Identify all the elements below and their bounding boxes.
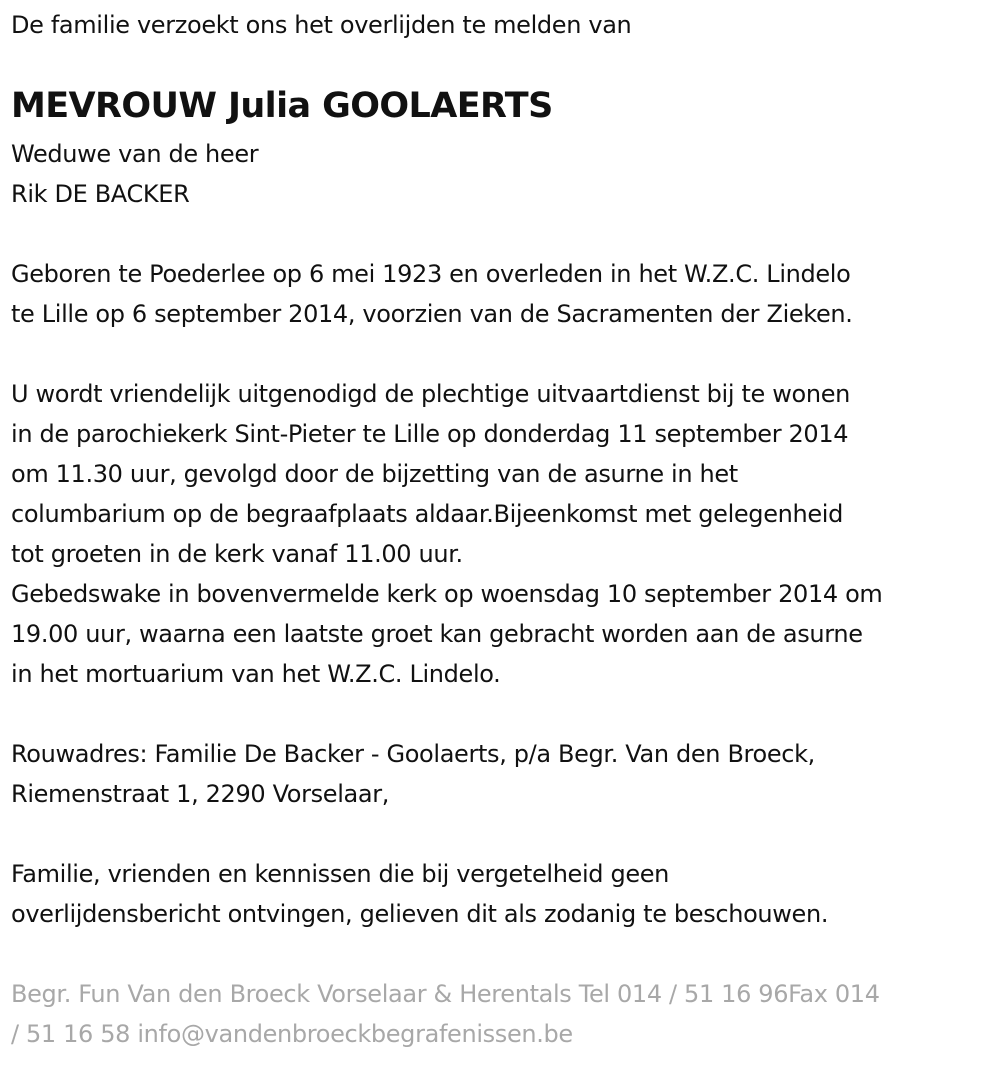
family-note [11, 854, 828, 934]
address-line: Rouwadres: Familie De Backer - Goolaerts, p/a Begr. Van den Broeck, [11, 740, 815, 768]
spouse-line: Rik DE BACKER [11, 180, 190, 208]
service-line: in de parochiekerk Sint-Pieter te Lille op donderdag 11 september 2014 [11, 420, 849, 448]
footer-line: Begr. Fun Van den Broeck Vorselaar & Herentals Tel 014 / 51 16 96Fax 014 [11, 980, 880, 1008]
service-line: om 11.30 uur, gevolgd door de bijzetting van de asurne in het [11, 460, 738, 488]
family-note-line: Familie, vrienden en kennissen die bij vergetelheid geen [11, 860, 670, 888]
spouse-block [11, 134, 258, 214]
service-line: columbarium op de begraafplaats aldaar.Bijeenkomst met gelegenheid [11, 500, 843, 528]
service-line: 19.00 uur, waarna een laatste groet kan gebracht worden aan de asurne [11, 620, 863, 648]
deceased-name: MEVROUW Julia GOOLAERTS [11, 86, 553, 126]
service-paragraph [11, 374, 882, 694]
family-note-line: overlijdensbericht ontvingen, gelieven dit als zodanig te beschouwen. [11, 900, 829, 928]
service-line: U wordt vriendelijk uitgenodigd de plechtige uitvaartdienst bij te wonen [11, 380, 850, 408]
service-line: in het mortuarium van het W.Z.C. Lindelo. [11, 660, 501, 688]
funeral-home-footer [11, 974, 880, 1054]
birth-death-paragraph [11, 254, 853, 334]
footer-line: / 51 16 58 info@vandenbroeckbegrafenissen.be [11, 1020, 573, 1048]
birth-death-line: te Lille op 6 september 2014, voorzien van de Sacramenten der Zieken. [11, 300, 853, 328]
service-line: tot groeten in de kerk vanaf 11.00 uur. [11, 540, 463, 568]
spouse-line: Weduwe van de heer [11, 140, 259, 168]
mourning-address [11, 734, 815, 814]
address-line: Riemenstraat 1, 2290 Vorselaar, [11, 780, 390, 808]
birth-death-line: Geboren te Poederlee op 6 mei 1923 en overleden in het W.Z.C. Lindelo [11, 260, 851, 288]
intro-text: De familie verzoekt ons het overlijden te melden van [11, 11, 632, 39]
service-line: Gebedswake in bovenvermelde kerk op woensdag 10 september 2014 om [11, 580, 883, 608]
